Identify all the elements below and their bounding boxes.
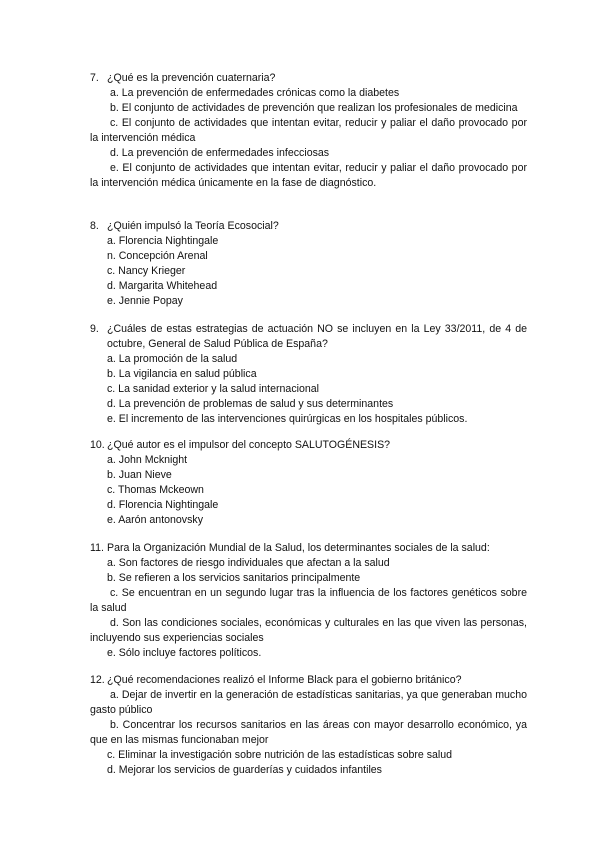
option-b: b. Concentrar los recursos sanitarios en las áreas con mayor desarrollo económico, ya que en las mismas funcionaban mejor	[90, 719, 527, 746]
question-text: Para la Organización Mundial de la Salud, los determinantes sociales de la salud:	[107, 542, 490, 554]
option-a: a. La prevención de enfermedades crónicas como la diabetes	[110, 87, 400, 99]
question-text: ¿Cuáles de estas estrategias de actuación NO se incluyen en la Ley 33/2011, de 4 de octubre, General de Salud Pública de España?	[107, 323, 527, 350]
options-list	[90, 86, 527, 191]
option-a: a. Dejar de invertir en la generación de estadísticas sanitarias, ya que generaban mucho gasto público	[90, 689, 527, 716]
option-d: d. Mejorar los servicios de guarderías y cuidados infantiles	[107, 764, 382, 776]
question-number: 9.	[90, 323, 99, 335]
question-number: 10.	[90, 439, 105, 451]
options-list	[90, 234, 527, 309]
option-d: d. Margarita Whitehead	[107, 280, 218, 292]
option-c: c. Eliminar la investigación sobre nutrición de las estadísticas sobre salud	[107, 749, 453, 761]
option-c: c. Thomas Mckeown	[107, 484, 204, 496]
option-c: c. Se encuentran en un segundo lugar tras la influencia de los factores genéticos sobre la salud	[90, 587, 527, 614]
option-d: d. La prevención de enfermedades infecciosas	[110, 147, 330, 159]
option-c: c. La sanidad exterior y la salud internacional	[107, 383, 319, 395]
option-c: c. El conjunto de actividades que intentan evitar, reducir y paliar el daño provocado por la intervención médica	[90, 117, 527, 144]
option-a: a. Son factores de riesgo individuales que afectan a la salud	[107, 557, 390, 569]
question-number: 7.	[90, 72, 99, 84]
question-text: ¿Qué autor es el impulsor del concepto SALUTOGÉNESIS?	[107, 439, 391, 451]
options-list	[90, 556, 527, 661]
option-a: a. La promoción de la salud	[107, 353, 238, 365]
question-7	[90, 71, 527, 191]
question-12	[90, 673, 527, 778]
question-8	[90, 219, 527, 309]
question-11	[90, 541, 527, 661]
option-n: n. Concepción Arenal	[107, 250, 208, 262]
question-number: 12.	[90, 674, 105, 686]
options-list	[90, 688, 527, 778]
option-d: d. Florencia Nightingale	[107, 499, 219, 511]
option-b: b. Juan Nieve	[107, 469, 172, 481]
question-10	[90, 438, 527, 528]
options-list	[90, 352, 527, 427]
option-d: d. Son las condiciones sociales, económicas y culturales en las que viven las personas, incluyendo sus experiencias sociales	[90, 617, 527, 644]
option-a: a. John Mcknight	[107, 454, 188, 466]
option-e: e. Jennie Popay	[107, 295, 183, 307]
option-e: e. El incremento de las intervenciones quirúrgicas en los hospitales públicos.	[107, 413, 468, 425]
option-e: e. Aarón antonovsky	[107, 514, 203, 526]
question-9	[90, 322, 527, 427]
question-number: 11.	[90, 542, 104, 554]
option-b: b. La vigilancia en salud pública	[107, 368, 257, 380]
question-text: ¿Qué es la prevención cuaternaria?	[107, 72, 276, 84]
question-text: ¿Quién impulsó la Teoría Ecosocial?	[107, 220, 279, 232]
option-d: d. La prevención de problemas de salud y sus determinantes	[107, 398, 394, 410]
question-text: ¿Qué recomendaciones realizó el Informe Black para el gobierno británico?	[107, 674, 462, 686]
option-e: e. El conjunto de actividades que intentan evitar, reducir y paliar el daño provocado por la intervención médica únicamente en la fase de diagnóstico.	[90, 162, 527, 189]
question-number: 8.	[90, 220, 99, 232]
option-a: a. Florencia Nightingale	[107, 235, 219, 247]
option-e: e. Sólo incluye factores políticos.	[107, 647, 262, 659]
option-c: c. Nancy Krieger	[107, 265, 186, 277]
option-b: b. Se refieren a los servicios sanitarios principalmente	[107, 572, 361, 584]
option-b: b. El conjunto de actividades de prevención que realizan los profesionales de medicina	[110, 102, 518, 114]
options-list	[90, 453, 527, 528]
